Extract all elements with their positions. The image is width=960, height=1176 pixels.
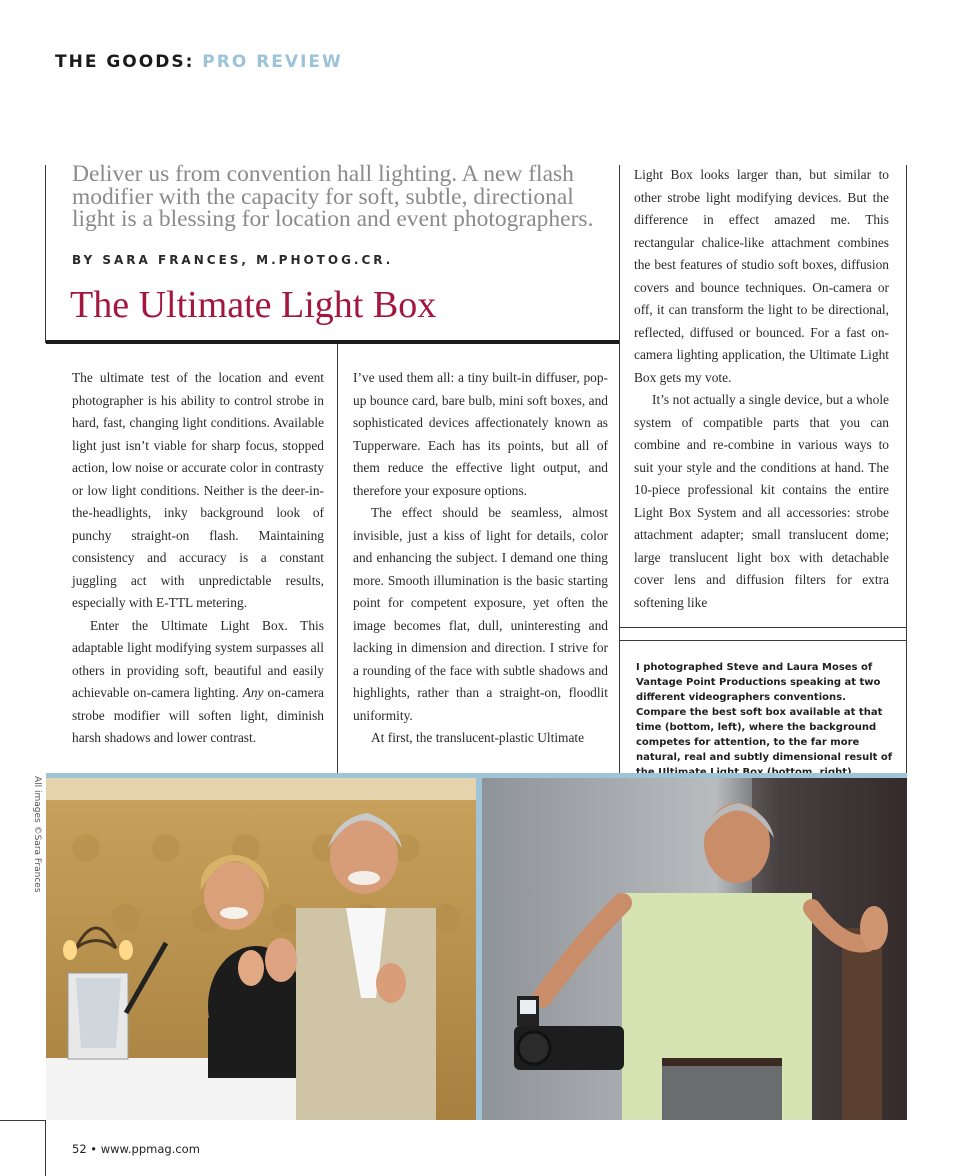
body-column-2 <box>353 367 608 750</box>
frame-rule-right <box>619 165 620 343</box>
article-deck: Deliver us from convention hall lighting. A new flash modifier with the capacity for soft, subtle, directional light is a blessing for location and event photographers. <box>72 161 594 232</box>
body-paragraph: The effect should be seamless, almost invisible, just a kiss of light for details, color and enhancing the subject. I demand one thing more. Smooth illumination is the basic starting point for competent exposure, yet often the image becomes flat, dull, uninteresting and lacking in dimension and direction. I strive for a rounding of the face with subtle shadows and highlights, rather than a straight-on, floodlit uniformity. <box>353 505 608 723</box>
body-paragraph: Light Box looks larger than, but similar to other strobe light modifying devices. But the difference in effect amazed me. This rectangular chalice-like attachment combines the best features of studio soft boxes, diffusion covers and bounce techniques. On-camera or off, it can transform the light to be directional, reflected, diffused or bounced. For a fast on-camera lighting application, the Ultimate Light Box gets my vote. <box>634 167 889 385</box>
page-folio: 52 • www.ppmag.com <box>72 1142 200 1156</box>
column-rule-1 <box>337 344 338 773</box>
body-text: on-camera strobe modifier will soften light, diminish harsh shadows and lower contrast. <box>72 685 324 745</box>
frame-rule-outer-right <box>906 165 907 773</box>
photo-left <box>46 778 476 1120</box>
body-text: Enter the Ultimate Light Box. This adaptable light modifying system surpasses all others in providing soft, beautiful and easily achievable on-camera lighting. <box>72 617 324 700</box>
page-margin-rule <box>45 1120 46 1176</box>
body-paragraph <box>72 615 324 750</box>
photo-right <box>482 778 907 1120</box>
section-header <box>55 52 343 72</box>
photo-credit: All images ©Sara Frances <box>32 776 42 893</box>
article-title: The Ultimate Light Box <box>70 284 437 326</box>
title-rule <box>46 340 619 344</box>
body-paragraph: It’s not actually a single device, but a whole system of compatible parts that you can combine and re-combine in various ways to suit your style and the conditions at hand. The 10-piece professional kit contains the entire Light Box System and all accessories: strobe attachment adapter; small translucent dome; large translucent light box with detachable cover lens and diffusion filters for extra softening like <box>634 392 889 610</box>
caption-rule-top <box>619 627 907 628</box>
body-column-3 <box>634 164 889 614</box>
body-paragraph: The ultimate test of the location and event photographer is his ability to control strobe in hard, fast, changing light conditions. Available light just isn’t viable for sharp focus, stopped action, low noise or accurate color in contrasty or low light conditions. Neither is the deer-in-the-headlights, inky background look of punchy straight-on flash. Maintaining consistency and accuracy is a constant juggling act with unpredictable results, especially with E-TTL metering. <box>72 370 324 610</box>
photo-caption: I photographed Steve and Laura Moses of Vantage Point Productions speaking at two different videographers conventions. Compare the best soft box available at that time (bottom, left), where the background competes for attention, to the far more natural, real and subtly dimensional result of <box>636 662 893 763</box>
body-emphasis: Any <box>242 685 264 700</box>
article-byline: BY SARA FRANCES, M.PHOTOG.CR. <box>72 253 394 267</box>
body-paragraph: At first, the translucent-plastic Ultimate <box>371 730 585 745</box>
frame-rule-left <box>45 165 46 343</box>
body-paragraph: I’ve used them all: a tiny built-in diffuser, pop-up bounce card, bare bulb, mini soft boxes, and sophisticated devices affectionately known as Tupperware. Each has its points, but all of them reduce the effective light output, and therefore your exposure options. <box>353 370 608 498</box>
section-kicker: THE GOODS: <box>55 52 195 72</box>
page-foot-rule <box>0 1120 46 1121</box>
caption-rule-bottom <box>619 640 907 641</box>
column-rule-2 <box>619 343 620 773</box>
section-name: PRO REVIEW <box>202 52 343 72</box>
body-column-1 <box>72 367 324 750</box>
